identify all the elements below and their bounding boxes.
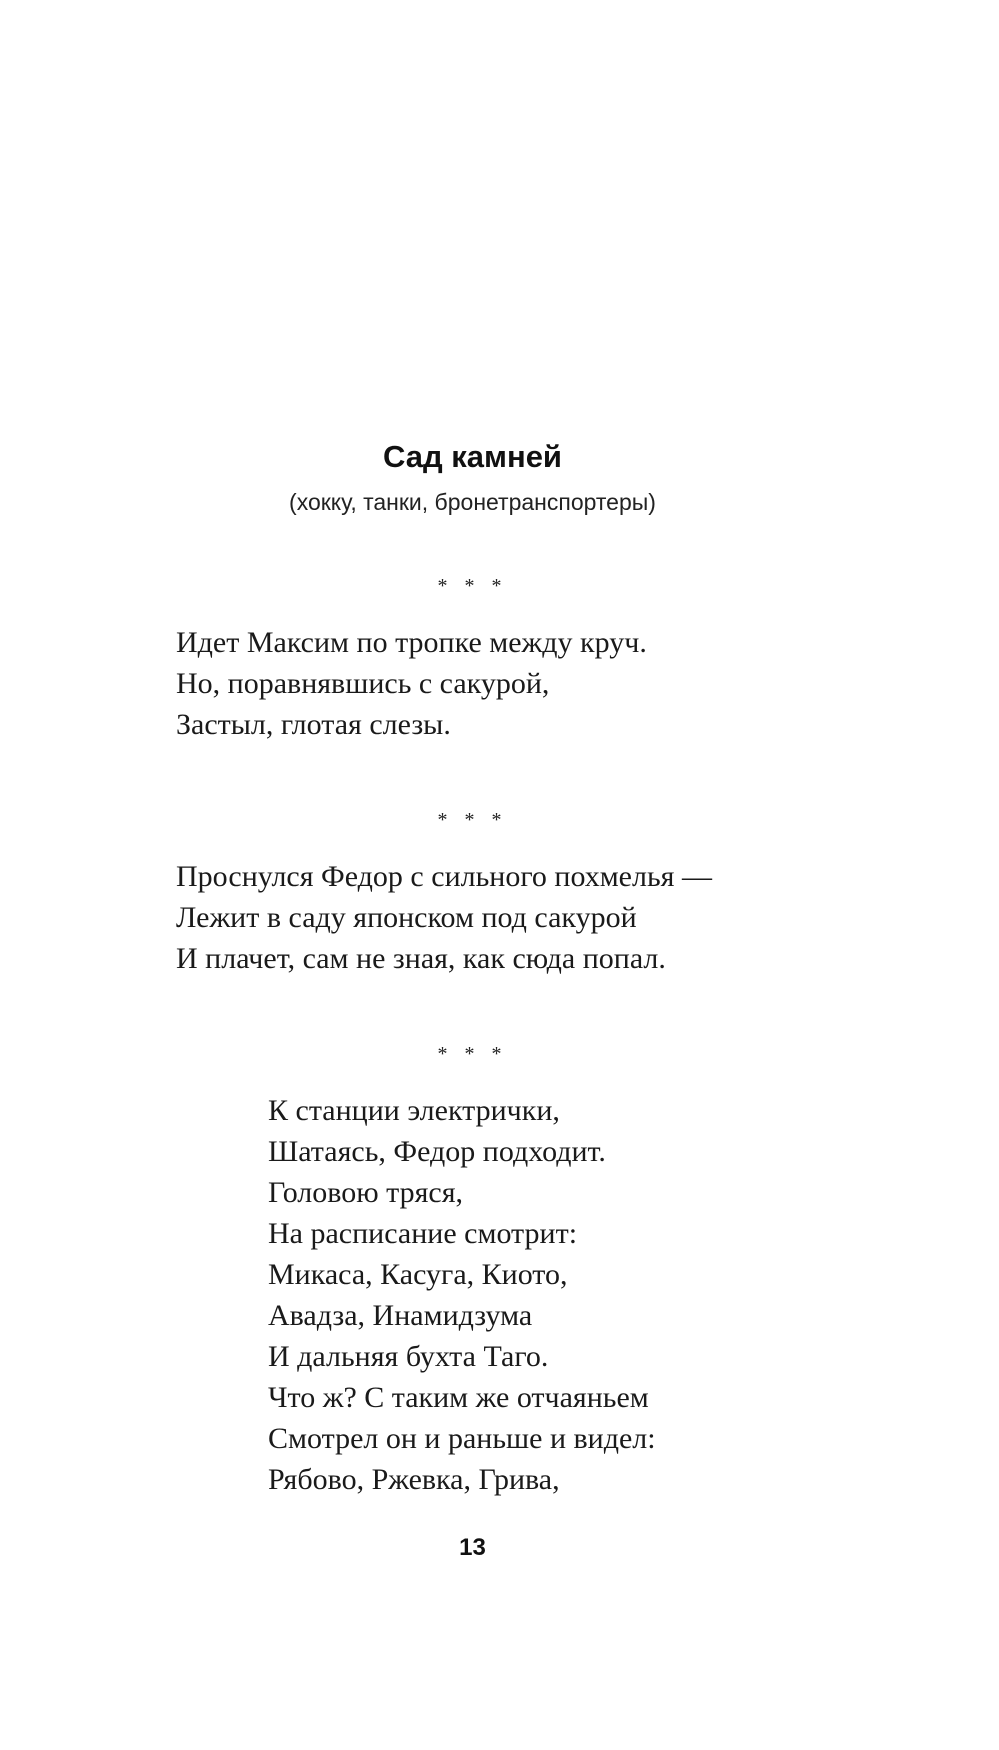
- poem-3: [268, 1090, 656, 1500]
- chapter-title: Сад камней: [382, 439, 562, 474]
- poem-line: И дальняя бухта Таго.: [268, 1340, 549, 1373]
- poem-line: Шатаясь, Федор подходит.: [268, 1135, 606, 1168]
- poem-line: Смотрел он и раньше и видел:: [268, 1422, 656, 1455]
- poem-line: Авадза, Инамидзума: [268, 1299, 533, 1332]
- poem-line: Застыл, глотая слезы.: [176, 708, 451, 741]
- poem-line: Идет Максим по тропке между круч.: [176, 626, 647, 659]
- section-separator: * * *: [437, 575, 508, 597]
- poem-line: Проснулся Федор с сильного похмелья —: [176, 860, 712, 893]
- poem-line: И плачет, сам не зная, как сюда попал.: [176, 942, 666, 975]
- poem-line: Лежит в саду японском под сакурой: [176, 901, 637, 934]
- poem-line: Рябово, Ржевка, Грива,: [268, 1463, 560, 1496]
- poem-line: К станции электрички,: [268, 1094, 560, 1127]
- poem-2: [176, 856, 712, 979]
- poem-line: Головою тряся,: [268, 1176, 464, 1209]
- poem-line: Что ж? С таким же отчаяньем: [268, 1381, 649, 1414]
- poem-1: [176, 622, 647, 745]
- section-separator: * * *: [437, 1043, 508, 1065]
- section-separator: * * *: [437, 809, 508, 831]
- chapter-subtitle: (хокку, танки, бронетранспортеры): [289, 489, 656, 515]
- poem-line: Но, поравнявшись с сакурой,: [176, 667, 550, 700]
- poem-line: Микаса, Касуга, Киото,: [268, 1258, 568, 1291]
- poem-line: На расписание смотрит:: [268, 1217, 578, 1250]
- page-number: 13: [459, 1534, 486, 1561]
